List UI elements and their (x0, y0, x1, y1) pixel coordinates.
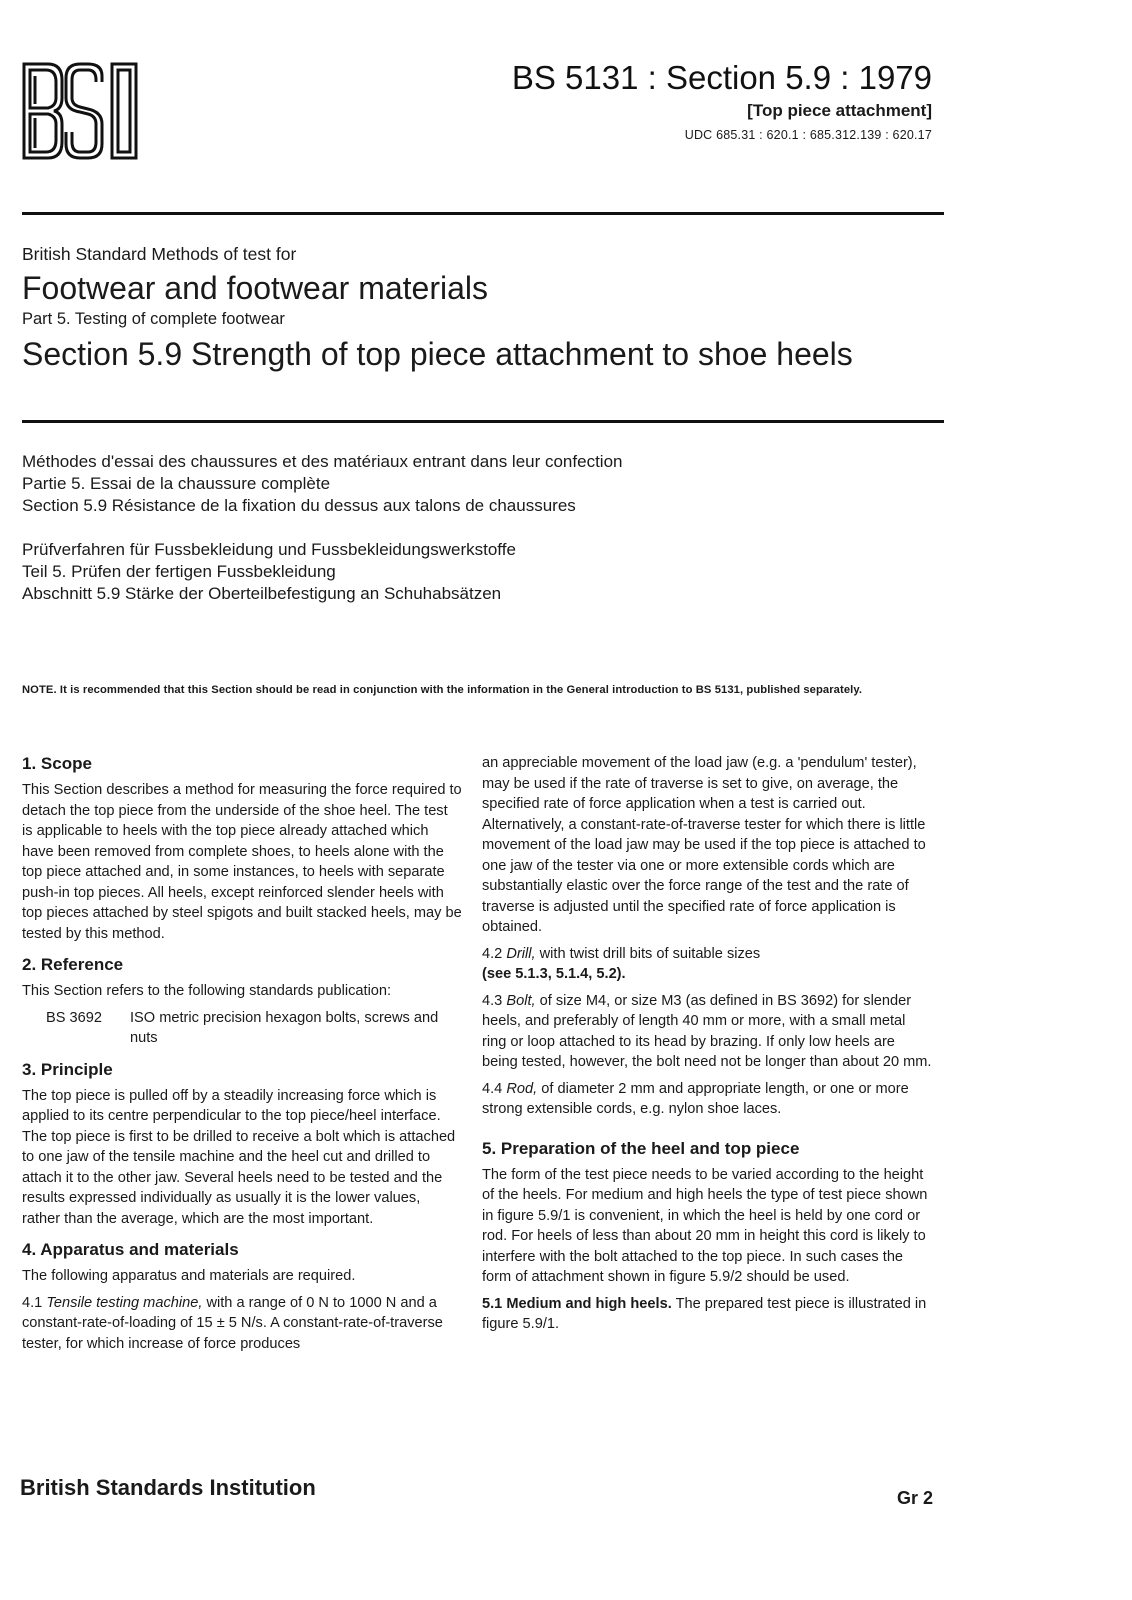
german-line: Prüfverfahren für Fussbekleidung und Fussbekleidungswerkstoffe (22, 540, 516, 559)
apparatus-item-4-2 (482, 944, 932, 985)
note: NOTE. It is recommended that this Section should be read in conjunction with the information in the General introduction to BS 5131, published separately. (22, 684, 863, 696)
standard-number: BS 5131 : Section 5.9 : 1979 (511, 59, 932, 96)
french-title-block (22, 451, 1022, 517)
udc-code: UDC 685.31 : 620.1 : 685.312.139 : 620.17 (684, 128, 932, 142)
apparatus-item-4-4 (482, 1079, 932, 1120)
reference-intro: This Section refers to the following standards publication: (22, 983, 392, 999)
header-subtitle: [Top piece attachment] (747, 101, 932, 120)
top-rule (22, 212, 944, 215)
document-header (512, 60, 932, 144)
french-line: Méthodes d'essai des chaussures et des matériaux entrant dans leur confection (22, 452, 623, 471)
reference-code: BS 3692 (46, 1009, 102, 1026)
item-text: The prepared test piece is illustrated in figure 5.9/1. (482, 1295, 927, 1332)
publisher: British Standards Institution (20, 1475, 316, 1500)
french-line: Partie 5. Essai de la chaussure complète (22, 474, 331, 493)
item-text: of diameter 2 mm and appropriate length, or one or more strong extensible cords, e.g. nylon shoe laces. (482, 1080, 909, 1117)
item-term: Bolt, (506, 992, 536, 1009)
title-block (22, 242, 1022, 376)
right-column (482, 753, 932, 1341)
apparatus-item-4-1-continued: an appreciable movement of the load jaw (e.g. a 'pendulum' tester), may be used if the rate of traverse is set to give, on average, the specified rate of force application when a test is carried out. Alternatively, a constant-rate-of-traverse tester for which there is little movement of the load jaw may be used if the top piece is attached to one jaw of the tester via one or more extensible cords which are substantially elastic over the force range of the test and the rate of traverse is adjusted until the specified rate of force application is obtained. (482, 755, 926, 935)
item-number: 4.4 (482, 1080, 503, 1097)
french-line: Section 5.9 Résistance de la fixation du dessus aux talons de chaussures (22, 496, 576, 515)
reference-title: ISO metric precision hexagon bolts, screws and nuts (130, 1009, 439, 1046)
item-term: Tensile testing machine, (46, 1294, 203, 1311)
principle-heading: 3. Principle (22, 1059, 113, 1079)
price-group: Gr 2 (897, 1488, 934, 1508)
german-line: Abschnitt 5.9 Stärke der Oberteilbefestigung an Schuhabsätzen (22, 584, 502, 603)
item-number: 4.1 (22, 1294, 43, 1311)
item-text: of size M4, or size M3 (as defined in BS 3692) for slender heels, and preferably of length 40 mm or more, with a small metal ring or loop attached to its head by brazing. If only low heels are being tested, however, the bolt need not be longer than about 20 mm. (482, 992, 932, 1070)
item-number: 4.2 (482, 945, 503, 962)
apparatus-item-4-1 (22, 1293, 462, 1355)
item-refs: (see 5.1.3, 5.1.4, 5.2). (482, 966, 626, 982)
apparatus-heading: 4. Apparatus and materials (22, 1240, 239, 1259)
principle-text: The top piece is pulled off by a steadily increasing force which is applied to its centre perpendicular to the top piece/heel interface. The top piece is first to be drilled to receive a bolt which is attached to one jaw of the tensile machine and the heel cut and drilled to attach it to the other jaw. Several heels need to be tested and the results expressed individually as usually it is the lower values, rather than the average, which are the most important. (22, 1087, 456, 1227)
reference-heading: 2. Reference (22, 955, 124, 974)
section-title: Section 5.9 Strength of top piece attachment to shoe heels (22, 336, 853, 372)
apparatus-intro: The following apparatus and materials are required. (22, 1268, 356, 1284)
pre-title: British Standard Methods of test for (22, 244, 297, 264)
scope-text: This Section describes a method for measuring the force required to detach the top piece from the underside of the shoe heel. The test is applicable to heels with the top piece already attached which have been removed from complete shoes, to heels alone with the top piece attached and, in some instances, to heels with separate push-in top pieces. All heels, except reinforced slender heels with top pieces attached by steel spigots and built stacked heels, may be tested by this method. (22, 782, 462, 942)
german-title-block (22, 539, 1022, 605)
item-term: Drill, (506, 945, 536, 962)
item-text: with a range of 0 N to 1000 N and a constant-rate-of-loading of 15 ± 5 N/s. A constant-rate-of-traverse tester, for which increase of force produces (22, 1294, 443, 1352)
left-column (22, 753, 462, 1360)
bsi-logo (22, 62, 140, 160)
main-title: Footwear and footwear materials (22, 270, 488, 306)
german-line: Teil 5. Prüfen der fertigen Fussbekleidung (22, 562, 336, 581)
reference-item (22, 1008, 462, 1049)
mid-rule (22, 420, 944, 423)
scope-heading: 1. Scope (22, 754, 92, 773)
item-number: 4.3 (482, 992, 503, 1009)
preparation-text: The form of the test piece needs to be varied according to the height of the heels. For medium and high heels the type of test piece shown in figure 5.9/1 is convenient, in which the heel is held by one cord or rod. For heels of less than about 20 mm in height this cord is likely to interfere with the bolt attached to the top piece. In such cases the form of attachment shown in figure 5.9/2 should be used. (482, 1166, 928, 1285)
preparation-item-5-1 (482, 1294, 932, 1335)
preparation-heading: 5. Preparation of the heel and top piece (482, 1138, 800, 1158)
part-title: Part 5. Testing of complete footwear (22, 310, 285, 328)
item-heading: 5.1 Medium and high heels. (482, 1295, 672, 1312)
item-text: with twist drill bits of suitable sizes (539, 945, 761, 962)
apparatus-item-4-3 (482, 991, 932, 1073)
item-term: Rod, (506, 1080, 538, 1097)
